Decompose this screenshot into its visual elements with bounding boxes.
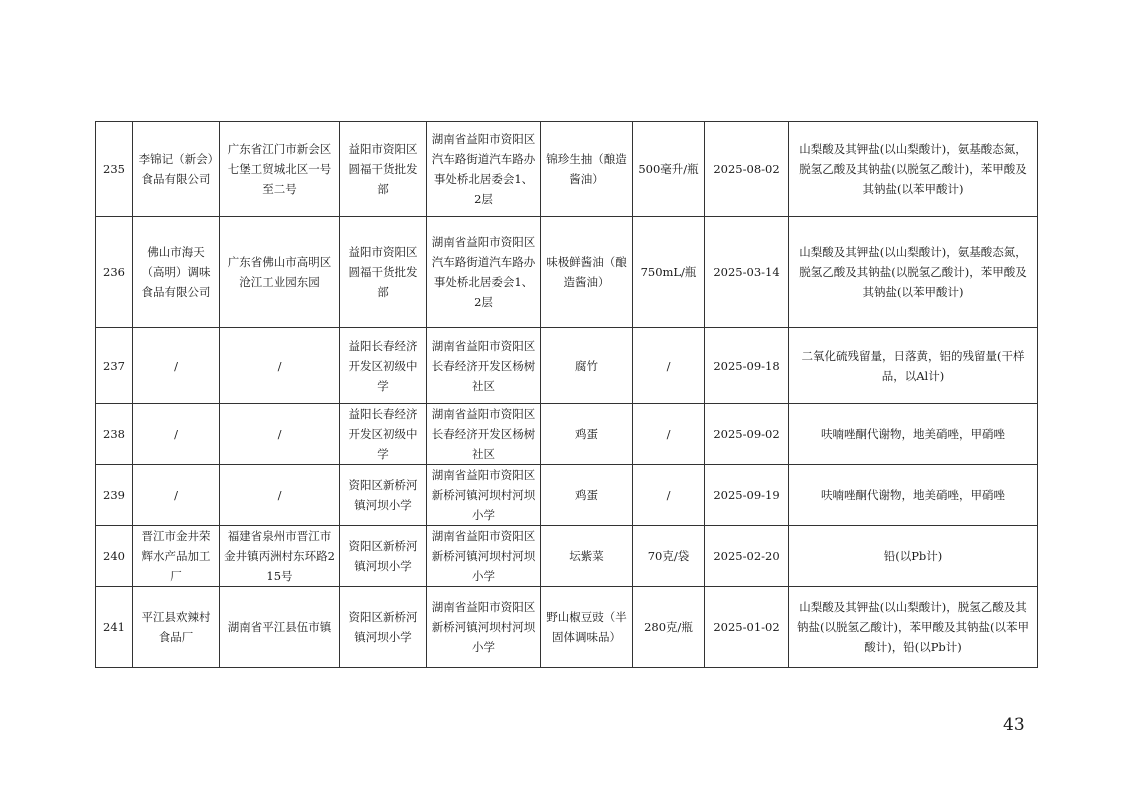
producer-name: 平江县欢辣村食品厂: [133, 587, 220, 668]
production-date: 2025-09-02: [705, 404, 789, 465]
seller-address: 湖南省益阳市资阳区长春经济开发区杨树社区: [427, 404, 541, 465]
inspection-table: [95, 121, 1038, 668]
producer-name: 晋江市金井荣辉水产品加工厂: [133, 526, 220, 587]
table-row: [96, 465, 1038, 526]
producer-name: /: [133, 465, 220, 526]
seller-name: 益阳市资阳区圆福干货批发部: [340, 217, 427, 328]
seller-name: 益阳长春经济开发区初级中学: [340, 328, 427, 404]
row-number: 239: [96, 465, 133, 526]
seller-name: 资阳区新桥河镇河坝小学: [340, 526, 427, 587]
product-spec: 70克/袋: [633, 526, 705, 587]
product-spec: /: [633, 328, 705, 404]
producer-address: /: [220, 465, 340, 526]
production-date: 2025-09-19: [705, 465, 789, 526]
product-name: 鸡蛋: [541, 404, 633, 465]
inspection-items: 铅(以Pb计): [789, 526, 1038, 587]
seller-address: 湖南省益阳市资阳区新桥河镇河坝村河坝小学: [427, 526, 541, 587]
seller-name: 资阳区新桥河镇河坝小学: [340, 465, 427, 526]
row-number: 238: [96, 404, 133, 465]
row-number: 240: [96, 526, 133, 587]
producer-name: /: [133, 328, 220, 404]
inspection-items: 呋喃唑酮代谢物，地美硝唑，甲硝唑: [789, 465, 1038, 526]
production-date: 2025-03-14: [705, 217, 789, 328]
seller-address: 湖南省益阳市资阳区长春经济开发区杨树社区: [427, 328, 541, 404]
product-spec: /: [633, 404, 705, 465]
producer-address: /: [220, 328, 340, 404]
row-number: 236: [96, 217, 133, 328]
row-number: 235: [96, 122, 133, 217]
product-name: 坛紫菜: [541, 526, 633, 587]
inspection-items: 山梨酸及其钾盐(以山梨酸计)，氨基酸态氮，脱氢乙酸及其钠盐(以脱氢乙酸计)，苯甲酸及其钠盐(以苯甲酸计): [789, 122, 1038, 217]
product-spec: 280克/瓶: [633, 587, 705, 668]
producer-address: 广东省佛山市高明区沧江工业园东园: [220, 217, 340, 328]
inspection-items: 二氧化硫残留量，日落黄，铝的残留量(干样品，以Al计): [789, 328, 1038, 404]
product-name: 野山椒豆豉（半固体调味品）: [541, 587, 633, 668]
seller-name: 资阳区新桥河镇河坝小学: [340, 587, 427, 668]
product-spec: 500毫升/瓶: [633, 122, 705, 217]
producer-name: /: [133, 404, 220, 465]
table-row: [96, 587, 1038, 668]
seller-address: 湖南省益阳市资阳区新桥河镇河坝村河坝小学: [427, 587, 541, 668]
inspection-items: 呋喃唑酮代谢物，地美硝唑，甲硝唑: [789, 404, 1038, 465]
product-name: 味极鲜酱油（酿造酱油）: [541, 217, 633, 328]
product-name: 腐竹: [541, 328, 633, 404]
seller-address: 湖南省益阳市资阳区新桥河镇河坝村河坝小学: [427, 465, 541, 526]
table-body: [96, 122, 1038, 668]
seller-address: 湖南省益阳市资阳区汽车路街道汽车路办事处桥北居委会1、2层: [427, 122, 541, 217]
inspection-items: 山梨酸及其钾盐(以山梨酸计)，氨基酸态氮，脱氢乙酸及其钠盐(以脱氢乙酸计)，苯甲酸及其钠盐(以苯甲酸计): [789, 217, 1038, 328]
page-number: 43: [1003, 715, 1025, 735]
production-date: 2025-09-18: [705, 328, 789, 404]
product-name: 鸡蛋: [541, 465, 633, 526]
table-row: [96, 328, 1038, 404]
table-row: [96, 122, 1038, 217]
row-number: 241: [96, 587, 133, 668]
production-date: 2025-02-20: [705, 526, 789, 587]
row-number: 237: [96, 328, 133, 404]
producer-name: 李锦记（新会）食品有限公司: [133, 122, 220, 217]
table-row: [96, 526, 1038, 587]
table-row: [96, 217, 1038, 328]
producer-name: 佛山市海天（高明）调味食品有限公司: [133, 217, 220, 328]
producer-address: 湖南省平江县伍市镇: [220, 587, 340, 668]
product-name: 锦珍生抽（酿造酱油）: [541, 122, 633, 217]
seller-name: 益阳长春经济开发区初级中学: [340, 404, 427, 465]
product-spec: /: [633, 465, 705, 526]
producer-address: 广东省江门市新会区七堡工贸城北区一号至二号: [220, 122, 340, 217]
production-date: 2025-08-02: [705, 122, 789, 217]
inspection-items: 山梨酸及其钾盐(以山梨酸计)，脱氢乙酸及其钠盐(以脱氢乙酸计)，苯甲酸及其钠盐(以苯甲酸计)，铅(以Pb计): [789, 587, 1038, 668]
production-date: 2025-01-02: [705, 587, 789, 668]
producer-address: /: [220, 404, 340, 465]
table-row: [96, 404, 1038, 465]
product-spec: 750mL/瓶: [633, 217, 705, 328]
producer-address: 福建省泉州市晋江市金井镇丙洲村东环路215号: [220, 526, 340, 587]
seller-address: 湖南省益阳市资阳区汽车路街道汽车路办事处桥北居委会1、2层: [427, 217, 541, 328]
seller-name: 益阳市资阳区圆福干货批发部: [340, 122, 427, 217]
